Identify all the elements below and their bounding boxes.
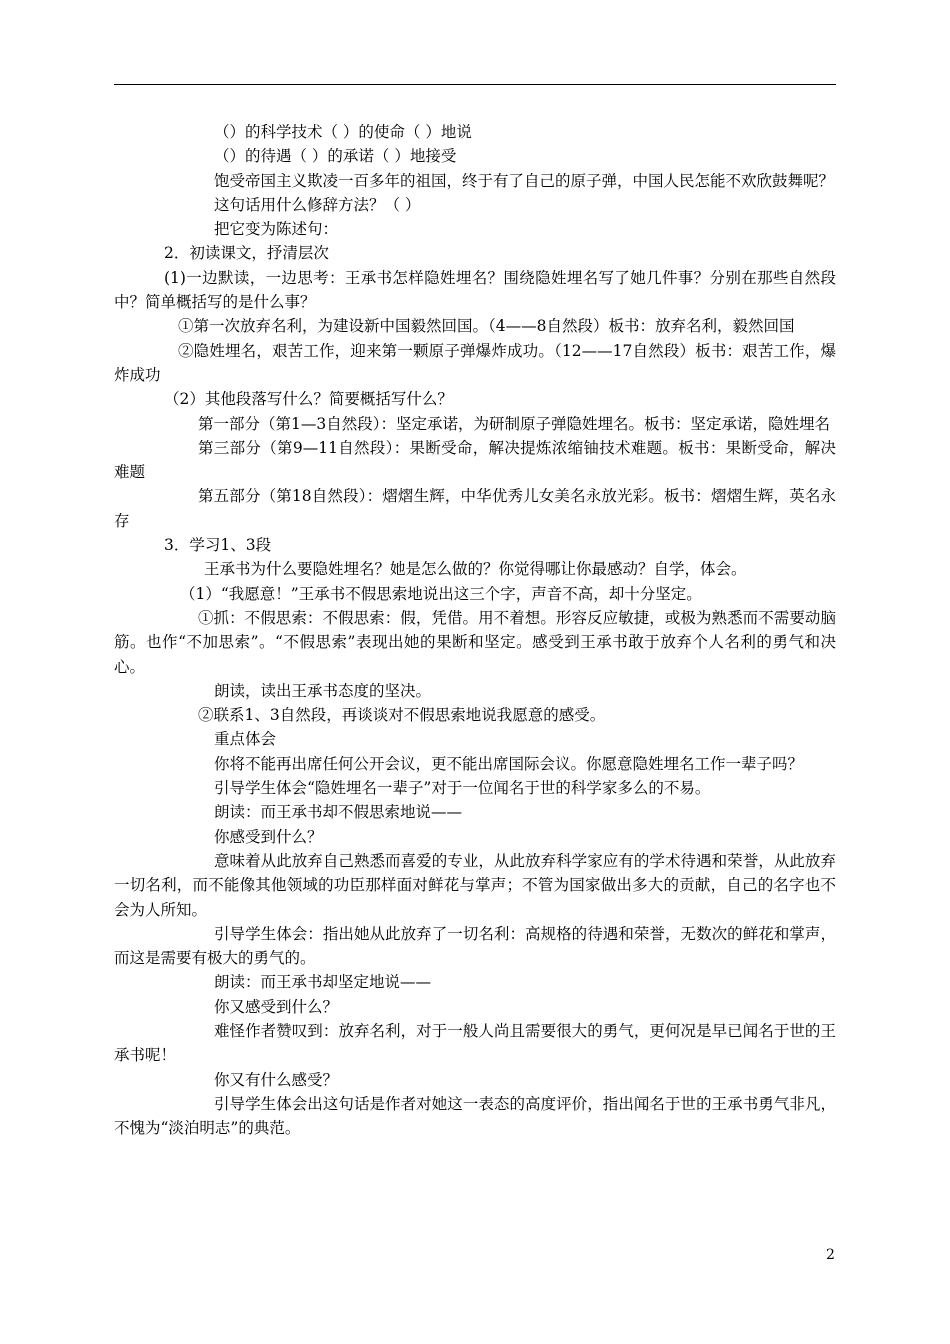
paragraph: 第三部分（第9—11自然段）：果断受命，解决提炼浓缩铀技术难题。板书：果断受命，解决难题 (114, 438, 836, 482)
page-number: 2 (826, 1247, 835, 1263)
paragraph: 意味着从此放弃自己熟悉而喜爱的专业，从此放弃科学家应有的学术待遇和荣誉，从此放弃一切名利，而不能像其他领域的功臣那样面对鲜花与掌声；不管为国家做出多大的贡献，自己的名字也不会为人所知。 (114, 851, 836, 919)
paragraph: 你又有什么感受？ (214, 1070, 339, 1089)
paragraph: 你感受到什么？ (214, 827, 323, 846)
paragraph: ②联系1、3自然段，再谈谈对不假思索地说我愿意的感受。 (198, 706, 606, 725)
paragraph: 王承书为什么要隐姓埋名？她是怎么做的？你觉得哪让你最感动？自学，体会。 (204, 560, 747, 579)
paragraph: （1）“我愿意！”王承书不假思索地说出这三个字，声音不高，却十分坚定。 (180, 584, 702, 603)
paragraph: 难怪作者赞叹到：放弃名利，对于一般人尚且需要很大的勇气，更何况是早已闻名于世的王承书呢！ (114, 1021, 836, 1065)
paragraph: （）的科学技术（ ）的使命（ ）地说 (214, 123, 472, 141)
paragraph: 朗读，读出王承书态度的坚决。 (214, 681, 432, 700)
paragraph: 饱受帝国主义欺凌一百多年的祖国，终于有了自己的原子弹，中国人民怎能不欢欣鼓舞呢？ (214, 171, 835, 190)
paragraph: 朗读：而王承书却不假思索地说—— (214, 803, 463, 822)
header-rule (114, 84, 836, 85)
paragraph: （2）其他段落写什么？简要概括写什么？ (164, 390, 453, 409)
paragraph: 这句话用什么修辞方法？（ ） (214, 195, 421, 214)
section-heading: 3．学习1、3段 (164, 536, 272, 555)
paragraph: ①第一次放弃名利，为建设新中国毅然回国。（4——8自然段）板书：放弃名利，毅然回国 (178, 317, 795, 336)
paragraph: 第五部分（第18自然段）：熠熠生辉，中华优秀儿女美名永放光彩。板书：熠熠生辉，英名永存 (114, 487, 836, 530)
paragraph: 你又感受到什么？ (214, 997, 339, 1016)
paragraph: 引导学生体会出这句话是作者对她这一表态的高度评价，指出闻名于世的王承书勇气非凡，不愧为“淡泊明志”的典范。 (114, 1094, 836, 1138)
paragraph: 把它变为陈述句： (214, 220, 339, 239)
paragraph: 引导学生体会“隐姓埋名一辈子”对于一位闻名于世的科学家多么的不易。 (214, 779, 711, 798)
paragraph: 你将不能再出席任何公开会议，更不能出席国际会议。你愿意隐姓埋名工作一辈子吗？ (214, 754, 804, 773)
section-heading: 2．初读课文，抒清层次 (164, 244, 329, 263)
paragraph: ②隐姓埋名，艰苦工作，迎来第一颗原子弹爆炸成功。（12——17自然段）板书：艰苦工作，爆炸成功 (114, 341, 836, 384)
paragraph: 重点体会 (214, 730, 277, 749)
paragraph: ①抓：不假思索：不假思索：假，凭借。用不着想。形容反应敏捷，或极为熟悉而不需要动脑筋。也作“不加思索”。“不假思索”表现出她的果断和坚定。感受到王承书敢于放弃个人名利的勇气和决心。 (114, 608, 836, 676)
paragraph: (1)一边默读，一边思考：王承书怎样隐姓埋名？围绕隐姓埋名写了她几件事？分别在那些自然段中？简单概括写的是什么事？ (114, 268, 836, 312)
paragraph: （）的待遇（ ）的承诺（ ）地接受 (214, 147, 457, 166)
document-body (114, 120, 836, 1140)
paragraph: 引导学生体会：指出她从此放弃了一切名利：高规格的待遇和荣誉，无数次的鲜花和掌声，而这是需要有极大的勇气的。 (114, 924, 836, 968)
paragraph: 第一部分（第1—3自然段）：坚定承诺，为研制原子弹隐姓埋名。板书：坚定承诺，隐姓埋名 (198, 414, 830, 433)
paragraph: 朗读：而王承书却坚定地说—— (214, 973, 432, 992)
